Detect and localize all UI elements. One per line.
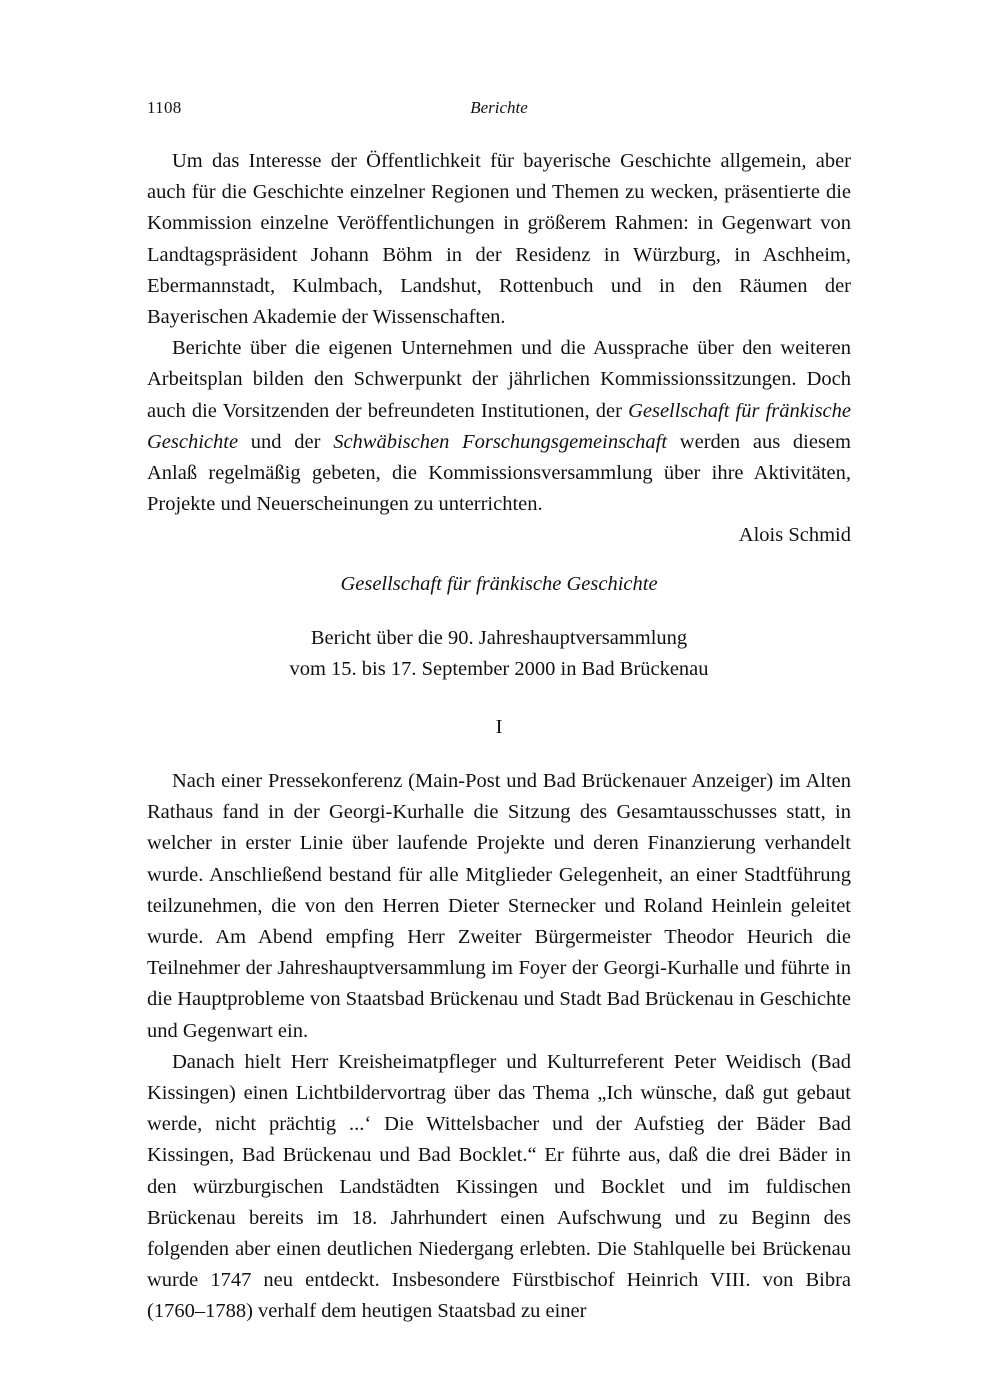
subtitle-line: Bericht über die 90. Jahreshauptversammlung	[310, 627, 688, 649]
paragraph	[147, 333, 851, 520]
report-bavarian-commission	[147, 146, 851, 552]
author-signature: Alois Schmid	[738, 524, 851, 547]
research-association-name: Schwäbischen Forschungsgemeinschaft	[333, 430, 668, 453]
subtitle-line: vom 15. bis 17. September 2000 in Bad Brückenau	[289, 658, 709, 681]
paragraph-text: werden aus diesem Anlaß regelmäßig gebeten, die Kommissionsversammlung über ihre Aktivitäten, Projekte und Neuerscheinungen zu unterrichten.	[147, 430, 851, 516]
section-heading: Gesellschaft für fränkische Geschichte	[340, 573, 658, 595]
running-head	[147, 98, 851, 126]
section-number: I	[495, 716, 503, 738]
paragraph: Danach hielt Herr Kreisheimatpfleger und Kulturreferent Peter Weidisch (Bad Kissingen) einen Lichtbildervortrag über das Thema „Ich wünsche, daß gut gebaut werde, nicht prächtig ...‘ Die Wittelsbacher und der Aufstieg der Bäder Bad Kissingen, Bad Brückenau und Bad Bocklet.“ Er führte aus, daß die drei Bäder in den würzburgischen Landstädten Kissingen und Bocklet und im fuldischen Brückenau bereits im 18. Jahrhundert einen Aufschwung und zu Beginn des folgenden aber einen deutlichen Niedergang erlebten. Die Stahlquelle bei Brückenau wurde 1747 neu entdeckt. Insbesondere Fürstbischof Heinrich VIII. von Bibra (1760–1788) verhalf dem heutigen Staatsbad zu einer	[147, 1050, 851, 1323]
society-name: Gesellschaft für fränkische Geschichte	[147, 399, 852, 453]
paragraph-text: und der	[238, 430, 334, 453]
page-number: 1108	[147, 98, 182, 117]
paragraph: Um das Interesse der Öffentlichkeit für bayerische Geschichte allgemein, aber auch für die Geschichte einzelner Regionen und Themen zu wecken, präsentierte die Kommission einzelne Veröffentlichungen in größerem Rahmen: in Gegenwart von Landtagspräsident Johann Böhm in der Residenz in Würzburg, in Aschheim, Ebermannstadt, Kulmbach, Landshut, Rottenbuch und in den Räumen der Bayerischen Akademie der Wissenschaften.	[147, 150, 851, 329]
report-subtitle	[147, 623, 851, 685]
report-annual-meeting	[147, 766, 851, 1328]
running-title: Berichte	[470, 98, 528, 117]
paragraph: Nach einer Pressekonferenz (Main-Post und Bad Brückenauer Anzeiger) im Alten Rathaus fand in der Georgi-Kurhalle die Sitzung des Gesamtausschusses statt, in welcher in erster Linie über laufende Projekte und deren Finanzierung verhandelt wurde. Anschließend bestand für alle Mitglieder Gelegenheit, an einer Stadtführung teilzunehmen, die von den Herren Dieter Sternecker und Roland Heinlein geleitet wurde. Am Abend empfing Herr Zweiter Bürgermeister Theodor Heurich die Teilnehmer der Jahreshauptversammlung im Foyer der Georgi-Kurhalle und führte in die Hauptprobleme von Staatsbad Brückenau und Stadt Bad Brückenau in Geschichte und Gegenwart ein.	[147, 770, 851, 1042]
paragraph-text: Berichte über die eigenen Unternehmen und die Aussprache über den weiteren Arbeitsplan bilden den Schwerpunkt der jährlichen Kommissionssitzungen. Doch auch die Vorsitzenden der befreundeten Institutionen, der	[147, 337, 851, 422]
